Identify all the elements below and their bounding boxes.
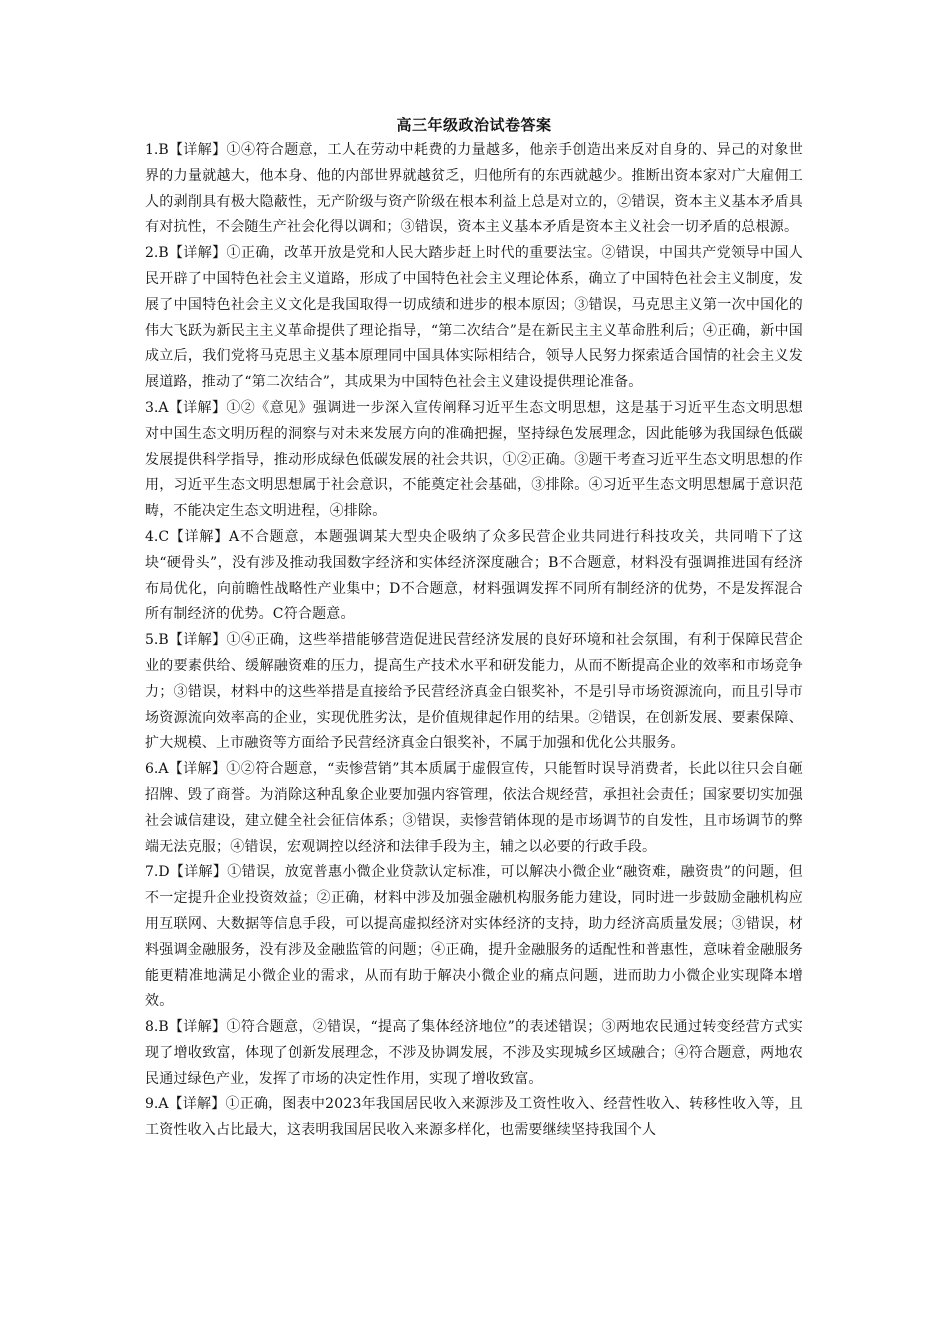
answer-number: 4.C — [145, 528, 170, 545]
answer-number: 7.D — [145, 864, 170, 881]
answer-item-2 — [145, 241, 803, 396]
answer-number: 6.A — [145, 761, 169, 778]
answer-explanation: 【详解】①②符合题意，“卖惨营销”其本质属于虚假宣传，只能暂时误导消费者，长此以往只会自砸招牌、毁了商誉。为消除这种乱象企业要加强内容管理，依法合规经营，承担社会责任；国家要切实加强社会诚信建设，建立健全社会征信体系；③错误，卖惨营销体现的是市场调节的自发性，且市场调节的弊端无法克服；④错误，宏观调控以经济和法律手段为主，辅之以必要的行政手段。 — [145, 761, 803, 855]
answer-document — [145, 112, 803, 1144]
answer-item-1 — [145, 138, 803, 241]
answer-explanation: 【详解】A不合题意，本题强调某大型央企吸纳了众多民营企业共同进行科技攻关，共同啃下了这块“硬骨头”，没有涉及推动我国数字经济和实体经济深度融合；B不合题意，材料没有强调推进国有经济布局优化，向前瞻性战略性产业集中；D不合题意，材料强调发挥不同所有制经济的优势，不是发挥混合所有制经济的优势。C符合题意。 — [145, 528, 803, 623]
answer-number: 8.B — [145, 1019, 169, 1036]
answer-number: 2.B — [145, 245, 169, 262]
answer-item-5 — [145, 628, 803, 757]
answer-explanation: 【详解】①④正确，这些举措能够营造促进民营经济发展的良好环境和社会氛围，有利于保障民营企业的要素供给、缓解融资难的压力，提高生产技术水平和研发能力，从而不断提高企业的效率和市场竞争力；③错误，材料中的这些举措是直接给予民营经济真金白银奖补，不是引导市场资源流向，而且引导市场资源流向效率高的企业，实现优胜劣汰，是价值规律起作用的结果。②错误，在创新发展、要素保障、扩大规模、上市融资等方面给予民营经济真金白银奖补，不属于加强和优化公共服务。 — [145, 632, 803, 752]
answer-item-7 — [145, 860, 803, 1015]
answer-number: 3.A — [145, 399, 169, 416]
answer-number: 5.B — [145, 632, 169, 649]
answer-explanation: 【详解】①正确，图表中2023年我国居民收入来源涉及工资性收入、经营性收入、转移性收入等，且工资性收入占比最大，这表明我国居民收入来源多样化，也需要继续坚持我国个人 — [145, 1096, 803, 1139]
answer-item-8 — [145, 1015, 803, 1092]
answer-number: 1.B — [145, 142, 169, 158]
document-title: 高三年级政治试卷答案 — [396, 116, 552, 134]
answer-item-4 — [145, 525, 803, 628]
answer-number: 9.A — [145, 1096, 169, 1113]
answer-explanation: 【详解】①正确，改革开放是党和人民大踏步赶上时代的重要法宝。②错误，中国共产党领导中国人民开辟了中国特色社会主义道路，形成了中国特色社会主义理论体系，确立了中国特色社会主义制度，发展了中国特色社会主义文化是我国取得一切成绩和进步的根本原因；③错误，马克思主义第一次中国化的伟大飞跃为新民主主义革命提供了理论指导，“第二次结合”是在新民主主义革命胜利后；④正确，新中国成立后，我们党将马克思主义基本原理同中国具体实际相结合，领导人民努力探索适合国情的社会主义发展道路，推动了“第二次结合”，其成果为中国特色社会主义建设提供理论准备。 — [145, 245, 803, 391]
answer-explanation: 【详解】①符合题意，②错误，“提高了集体经济地位”的表述错误；③两地农民通过转变经营方式实现了增收致富，体现了创新发展理念，不涉及协调发展，不涉及实现城乡区域融合；④符合题意，两地农民通过绿色产业，发挥了市场的决定性作用，实现了增收致富。 — [145, 1019, 803, 1087]
answer-item-9 — [145, 1092, 803, 1144]
answer-explanation: 【详解】①错误，放宽普惠小微企业贷款认定标准，可以解决小微企业“融资难，融资贵”的问题，但不一定提升企业投资效益；②正确，材料中涉及加强金融机构服务能力建设，同时进一步鼓励金融机构应用互联网、大数据等信息手段，可以提高虚拟经济对实体经济的支持，助力经济高质量发展；③错误，材料强调金融服务，没有涉及金融监管的问题；④正确，提升金融服务的适配性和普惠性，意味着金融服务能更精准地满足小微企业的需求，从而有助于解决小微企业的痛点问题，进而助力小微企业实现降本增效。 — [145, 864, 803, 1010]
answer-item-6 — [145, 757, 803, 860]
answer-item-3 — [145, 396, 803, 525]
answer-explanation: 【详解】①④符合题意，工人在劳动中耗费的力量越多，他亲手创造出来反对自身的、异己的对象世界的力量就越大，他本身、他的内部世界就越贫乏，归他所有的东西就越少。推断出资本家对广大雇佣工人的剥削具有极大隐蔽性，无产阶级与资产阶级在根本利益上总是对立的，②错误，资本主义基本矛盾具有对抗性，不会随生产社会化得以调和；③错误，资本主义基本矛盾是资本主义社会一切矛盾的总根源。 — [145, 142, 803, 236]
answer-explanation: 【详解】①②《意见》强调进一步深入宣传阐释习近平生态文明思想，这是基于习近平生态文明思想对中国生态文明历程的洞察与对未来发展方向的准确把握，坚持绿色发展理念，因此能够为我国绿色低碳发展提供科学指导，推动形成绿色低碳发展的社会共识，①②正确。③题干考查习近平生态文明思想的作用，习近平生态文明思想属于社会意识，不能奠定社会基础，③排除。④习近平生态文明思想属于意识范畴，不能决定生态文明进程，④排除。 — [145, 399, 803, 520]
